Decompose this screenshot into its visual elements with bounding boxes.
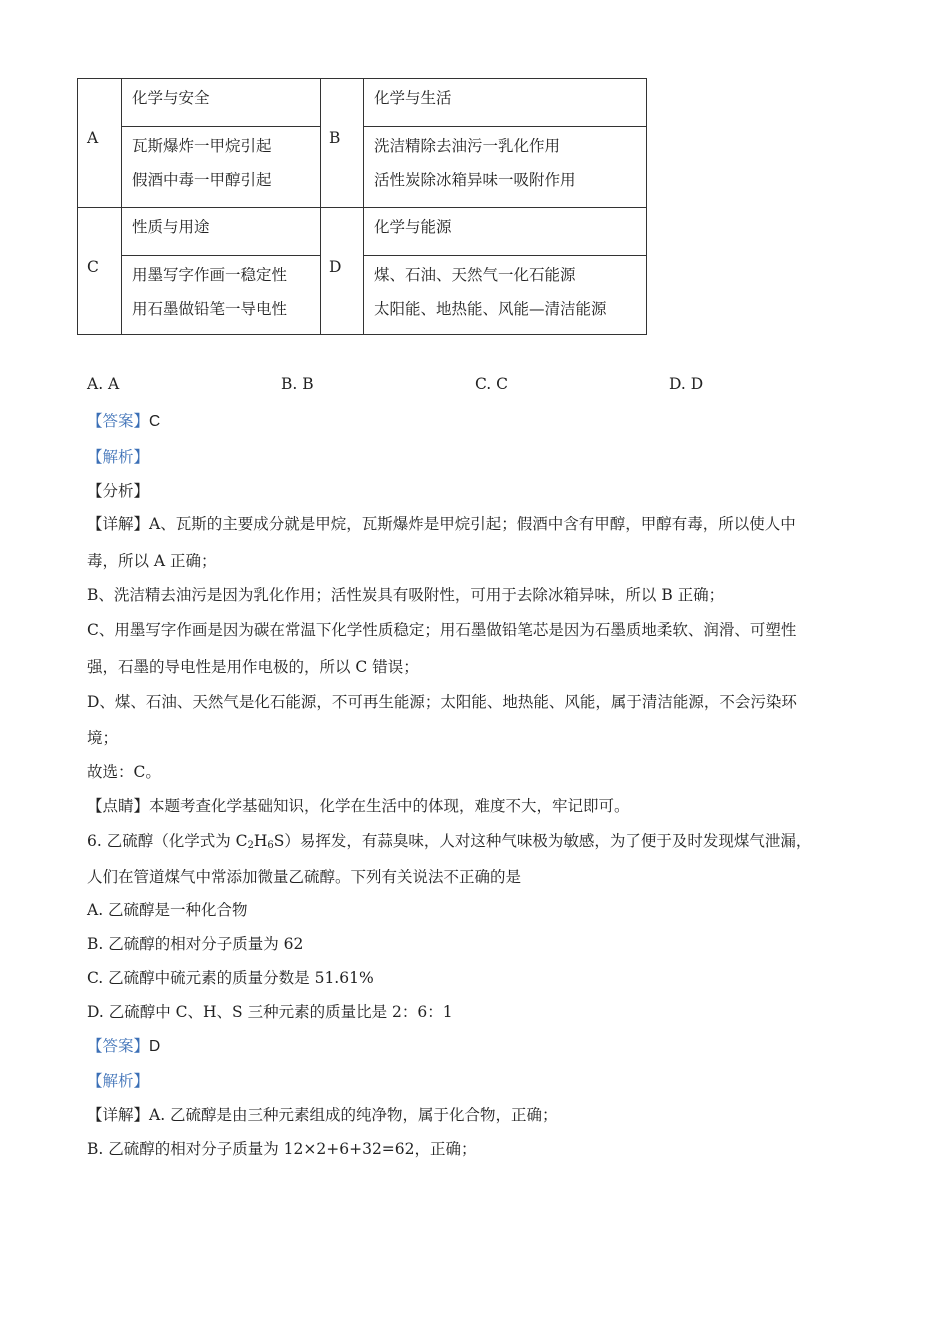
question-stem: 人们在管道煤气中常添加微量乙硫醇。下列有关说法不正确的是: [87, 868, 522, 886]
option-b: B. B: [281, 375, 314, 393]
option-a: A. A: [87, 375, 120, 393]
answer-line: [87, 1034, 160, 1056]
detail-text: B、洗洁精去油污是因为乳化作用；活性炭具有吸附性，可用于去除冰箱异味，所以 B 正确；: [87, 586, 725, 604]
analysis-tag: 【解析】: [87, 1072, 150, 1090]
answer-line: [87, 409, 160, 431]
option-c: C. 乙硫醇中硫元素的质量分数是 51.61%: [87, 969, 374, 987]
detail-text: 强，石墨的导电性是用作电极的，所以 C 错误；: [87, 658, 419, 676]
table-divider: [363, 255, 646, 256]
detail-text: B. 乙硫醇的相对分子质量为 12×2+6+32=62，正确；: [87, 1140, 477, 1158]
cell-text: 瓦斯爆炸一甲烷引起: [132, 137, 272, 155]
row-letter: A: [87, 129, 99, 147]
detail-text: 【详解】A、瓦斯的主要成分就是甲烷，瓦斯爆炸是甲烷引起；假酒中含有甲醇，甲醇有毒，所以使人中: [87, 515, 796, 533]
cell-heading: 化学与能源: [374, 218, 452, 236]
option-c: C. C: [475, 375, 509, 393]
cell-heading: 化学与生活: [374, 89, 452, 107]
cell-text: 假酒中毒一甲醇引起: [132, 171, 272, 189]
question-stem: [87, 829, 811, 851]
row-letter: B: [329, 129, 341, 147]
analysis-tag: 【解析】: [87, 448, 150, 466]
cell-text: 洗洁精除去油污一乳化作用: [374, 137, 561, 155]
answer-tag: 【答案】: [87, 412, 150, 430]
row-letter: D: [329, 258, 342, 276]
detail-text: 境；: [87, 729, 119, 747]
cell-heading: 性质与用途: [132, 218, 210, 236]
cell-text: 煤、石油、天然气一化石能源: [374, 266, 576, 284]
detail-text: 【详解】A. 乙硫醇是由三种元素组成的纯净物，属于化合物，正确；: [87, 1106, 558, 1124]
option-d: D. 乙硫醇中 C、H、S 三种元素的质量比是 2：6：1: [87, 1003, 453, 1021]
row-letter: C: [87, 258, 99, 276]
cell-text: 活性炭除冰箱异味一吸附作用: [374, 171, 576, 189]
detail-text: D、煤、石油、天然气是化石能源，不可再生能源；太阳能、地热能、风能，属于清洁能源，不会污染环: [87, 693, 797, 711]
stem-text: 6. 乙硫醇（化学式为 C: [87, 832, 248, 850]
option-d: D. D: [669, 375, 704, 393]
table-divider: [121, 255, 320, 256]
cell-text: 用石墨做铅笔一导电性: [132, 300, 288, 318]
stem-text: H: [253, 832, 268, 850]
option-a: A. 乙硫醇是一种化合物: [87, 901, 248, 919]
comparison-table: [77, 78, 647, 335]
answer-tag: 【答案】: [87, 1037, 150, 1055]
subscript: 6: [267, 840, 274, 851]
analysis-heading: 【分析】: [87, 482, 150, 500]
detail-text: C、用墨写字作画是因为碳在常温下化学性质稳定；用石墨做铅笔芯是因为石墨质地柔软、润滑、可塑性: [87, 621, 797, 639]
cell-heading: 化学与安全: [132, 89, 210, 107]
stem-text: S）易挥发，有蒜臭味，人对这种气味极为敏感，为了便于及时发现煤气泄漏，: [273, 832, 812, 850]
table-divider: [363, 126, 646, 127]
table-divider: [78, 207, 646, 208]
detail-text: 毒，所以 A 正确；: [87, 552, 217, 570]
option-b: B. 乙硫醇的相对分子质量为 62: [87, 935, 304, 953]
answer-value: C: [149, 413, 161, 430]
answer-value: D: [149, 1038, 161, 1055]
cell-text: 太阳能、地热能、风能—清洁能源: [374, 300, 607, 318]
cell-text: 用墨写字作画一稳定性: [132, 266, 288, 284]
choice-line: 故选：C。: [87, 763, 161, 781]
note-line: 【点睛】本题考查化学基础知识，化学在生活中的体现，难度不大，牢记即可。: [87, 797, 630, 815]
subscript: 2: [247, 840, 254, 851]
table-divider: [121, 126, 320, 127]
